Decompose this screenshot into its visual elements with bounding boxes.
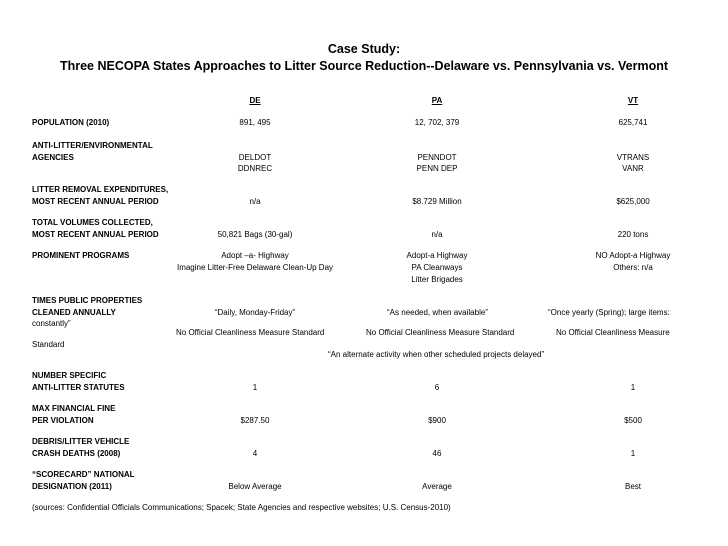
programs-vt-1: NO Adopt-a Highway [595,251,671,260]
fine-de: $287.50 [240,416,270,425]
row-label-population: POPULATION (2010) [32,118,110,127]
row-label-times-1: TIMES PUBLIC PROPERTIES [32,296,143,305]
row-label-times-2: CLEANED ANNUALLY [32,308,116,317]
agencies-vt-2: VANR [622,164,644,173]
statutes-vt: 1 [630,383,636,392]
programs-de-1: Adopt –a- Highway [221,251,289,260]
row-label-statutes-2: ANTI-LITTER STATUTES [32,383,125,392]
expenditures-vt: $625,000 [616,197,650,206]
deaths-de: 4 [252,449,258,458]
statutes-de: 1 [252,383,258,392]
row-label-scorecard-1: “SCORECARD” NATIONAL [32,470,135,479]
row-label-programs: PROMINENT PROGRAMS [32,251,130,260]
row-label-expenditures-1: LITTER REMOVAL EXPENDITURES, [32,185,169,194]
population-de: 891, 495 [239,118,271,127]
times-note: “An alternate activity when other scheduled projects delayed” [328,350,545,359]
row-label-deaths-1: DEBRIS/LITTER VEHICLE [32,437,130,446]
row-label-agencies-1: ANTI-LITTER/ENVIRONMENTAL [32,141,153,150]
row-label-statutes-1: NUMBER SPECIFIC [32,371,107,380]
expenditures-pa: $8.729 Million [412,197,462,206]
row-label-deaths-2: CRASH DEATHS (2008) [32,449,121,458]
title-line2: Three NECOPA States Approaches to Litter Source Reduction--Delaware vs. Pennsylvania vs. Vermont [59,59,669,73]
programs-pa-2: PA Cleanways [411,263,463,272]
row-label-scorecard-2: DESIGNATION (2011) [32,482,112,491]
agencies-de-2: DDNREC [237,164,273,173]
deaths-pa: 46 [432,449,442,458]
title-line1: Case Study: [327,42,401,56]
scorecard-de: Below Average [228,482,282,491]
row-label-expenditures-2: MOST RECENT ANNUAL PERIOD [32,197,159,206]
times-vt-2: No Official Cleanliness Measure [556,328,670,337]
times-pa-2: No Official Cleanliness Measure Standard [366,328,515,337]
statutes-pa: 6 [434,383,440,392]
volumes-de: 50,821 Bags (30-gal) [217,230,293,239]
population-pa: 12, 702, 379 [414,118,460,127]
fine-vt: $500 [624,416,642,425]
programs-pa-1: Adopt-a Highway [406,251,468,260]
programs-de-2: Imagine Litter-Free Delaware Clean-Up Day [176,263,334,272]
row-label-times-4: Standard [32,340,65,349]
volumes-pa: n/a [431,230,443,239]
header-de: DE [249,96,261,105]
population-vt: 625,741 [618,118,648,127]
times-vt-1: “Once yearly (Spring); large items: [548,308,670,317]
header-vt: VT [627,96,639,105]
scorecard-pa: Average [422,482,452,491]
row-label-agencies-2: AGENCIES [32,153,74,162]
times-de-2: No Official Cleanliness Measure Standard [176,328,325,337]
times-de-1: “Daily, Monday-Friday” [214,308,296,317]
header-pa: PA [431,96,443,105]
programs-vt-2: Others: n/a [613,263,653,272]
sources-note: (sources: Confidential Officials Communications; Spacek; State Agencies and respective websites; U.S. Census-2010) [32,503,451,512]
programs-pa-3: Litter Brigades [411,275,463,284]
agencies-de-1: DELDOT [238,153,272,162]
row-label-times-3: constantly” [32,319,71,328]
fine-pa: $900 [428,416,446,425]
scorecard-vt: Best [624,482,641,491]
row-label-volumes-2: MOST RECENT ANNUAL PERIOD [32,230,159,239]
agencies-vt-1: VTRANS [616,153,650,162]
row-label-volumes-1: TOTAL VOLUMES COLLECTED, [32,218,153,227]
row-label-fine-1: MAX FINANCIAL FINE [32,404,116,413]
expenditures-de: n/a [249,197,261,206]
agencies-pa-1: PENNDOT [417,153,457,162]
deaths-vt: 1 [630,449,636,458]
volumes-vt: 220 tons [617,230,649,239]
agencies-pa-2: PENN DEP [416,164,458,173]
times-pa-1: “As needed, when available” [387,308,488,317]
row-label-fine-2: PER VIOLATION [32,416,94,425]
